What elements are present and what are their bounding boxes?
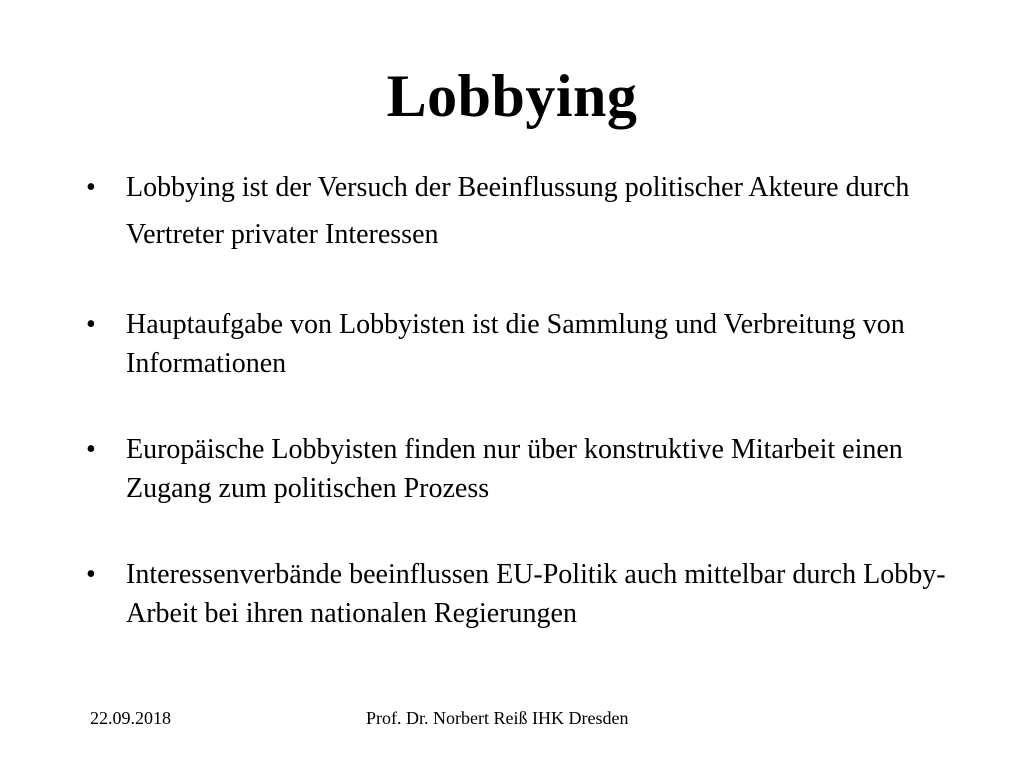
bullet-text: Hauptaufgabe von Lobbyisten ist die Sammlung und Verbreitung von Informationen — [126, 309, 905, 379]
bullet-item — [86, 305, 946, 383]
bullet-item — [86, 168, 946, 262]
bullet-list — [86, 168, 946, 633]
bullet-text: Interessenverbände beeinflussen EU-Politik auch mittelbar durch Lobby-Arbeit bei ihren nationalen Regierungen — [126, 559, 946, 629]
footer-date: 22.09.2018 — [90, 708, 171, 728]
bullet-text: Lobbying ist der Versuch der Beeinflussung politischer Akteure durch Vertreter privater Interessen — [126, 172, 910, 250]
bullet-dot-icon: • — [86, 434, 96, 465]
bullet-item — [86, 430, 946, 508]
bullet-item — [86, 555, 946, 633]
footer-author: Prof. Dr. Norbert Reiß IHK Dresden — [366, 708, 629, 728]
bullet-dot-icon: • — [86, 172, 96, 203]
bullet-dot-icon: • — [86, 559, 96, 590]
bullet-dot-icon: • — [86, 309, 96, 340]
slide-title: Lobbying — [386, 63, 638, 129]
bullet-text: Europäische Lobbyisten finden nur über konstruktive Mitarbeit einen Zugang zum politischen Prozess — [126, 434, 903, 504]
